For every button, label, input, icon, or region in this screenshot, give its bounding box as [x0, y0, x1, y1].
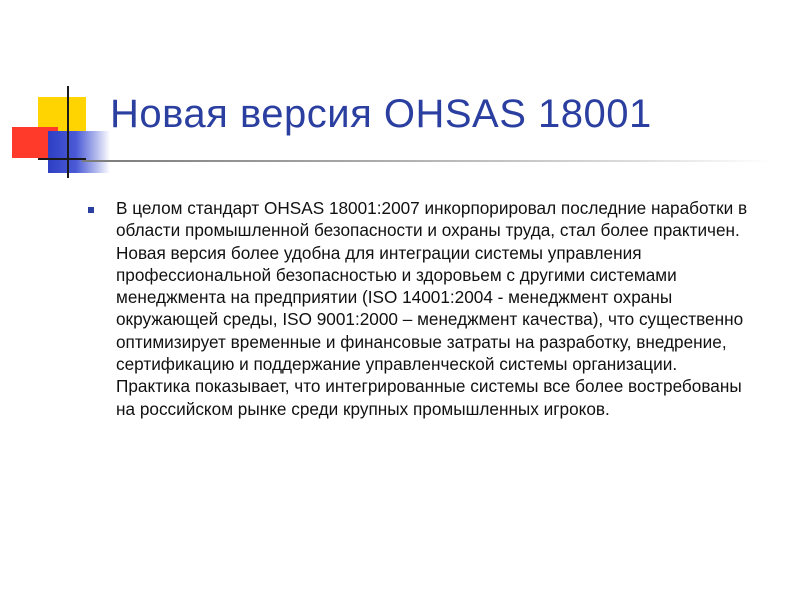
slide-title: Новая версия OHSAS 18001 [110, 92, 652, 136]
horizontal-line-shape [38, 158, 86, 160]
bullet-item [88, 197, 748, 420]
blue-gradient-shape [48, 131, 110, 173]
title-underline-rule [82, 160, 772, 162]
bullet-text: В целом стандарт OHSAS 18001:2007 инкорпорировал последние наработки в области промышленной безопасности и охраны труда, стал более практичен. Новая версия более удобна для интеграции системы управления профессиональной безопасностью и здоровьем с другими системами менеджмента на предприятии (ISO 14001:2004 - менеджмент охраны окружающей среды, ISO 9001:2000 – менеджмент качества), что существенно оптимизирует временные и финансовые затраты на разработку, внедрение, сертификацию и поддержание управленческой системы организации. Практика показывает, что интегрированные системы все более востребованы на российском рынке среди крупных промышленных игроков. [116, 198, 748, 419]
bullet-list [88, 197, 748, 420]
vertical-line-shape [67, 86, 69, 178]
square-bullet-icon [88, 207, 94, 213]
